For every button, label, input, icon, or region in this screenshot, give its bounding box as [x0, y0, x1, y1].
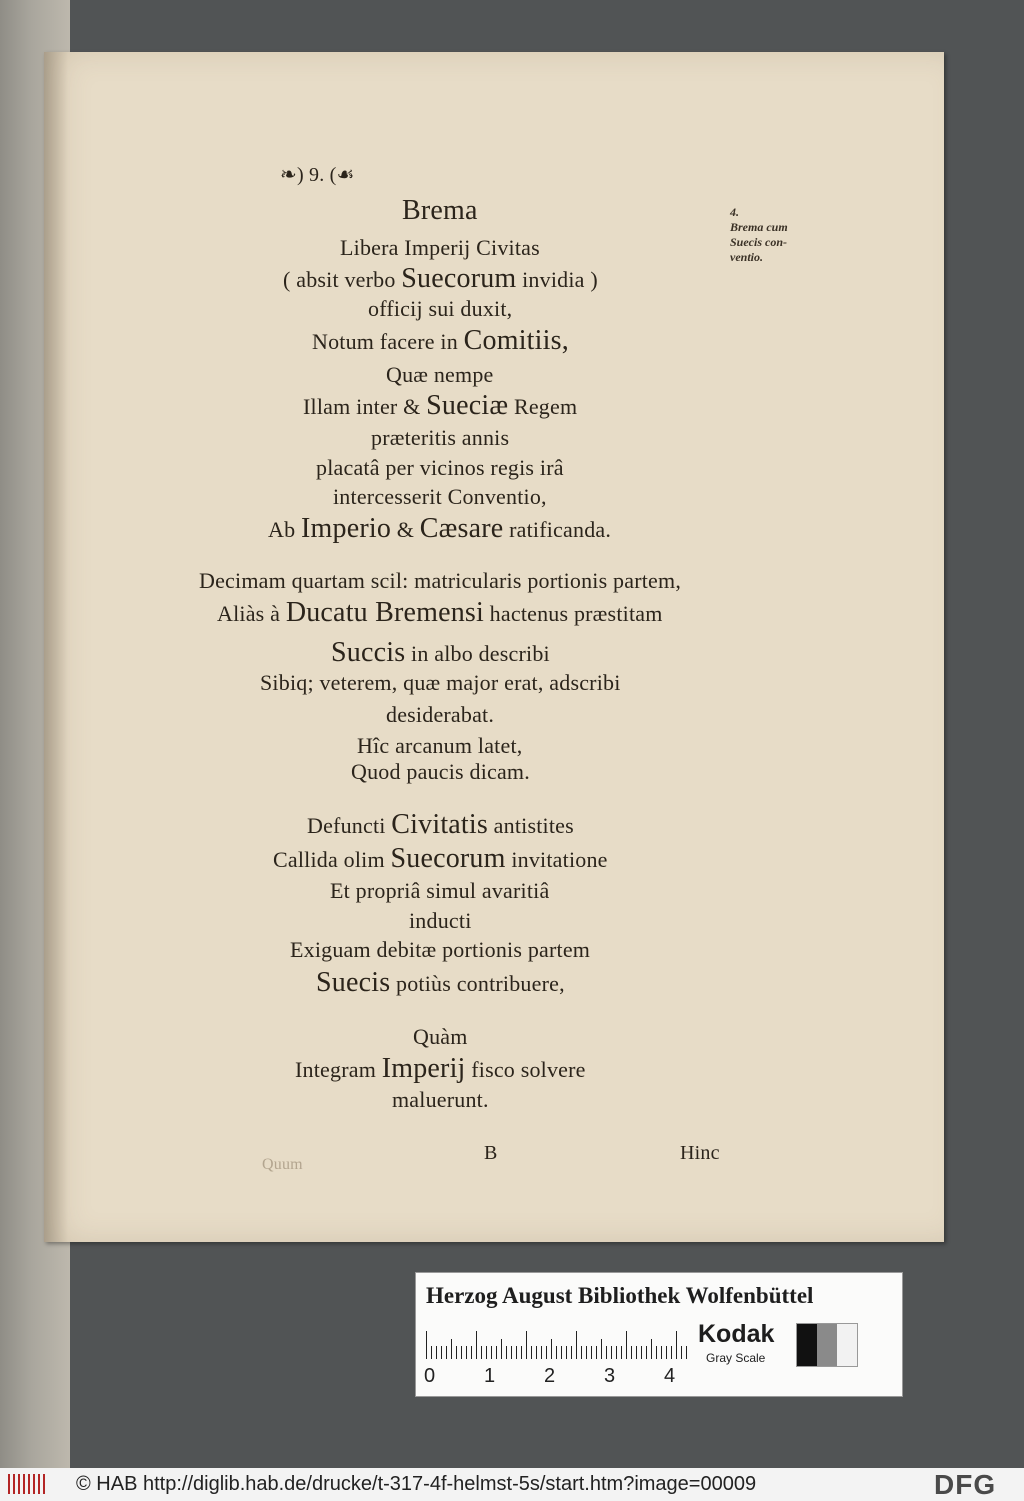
ruler-tick — [516, 1346, 517, 1359]
ruler-tick — [461, 1346, 462, 1359]
ruler-tick — [596, 1346, 597, 1359]
ruler-tick — [681, 1346, 682, 1359]
text-line — [199, 568, 681, 594]
emphasized-word: Sueciæ — [426, 390, 509, 421]
marginal-note — [730, 205, 840, 265]
text-segment: Quod paucis dicam. — [351, 759, 530, 784]
marginal-note-line: Brema cum — [730, 220, 788, 234]
ruler-tick — [686, 1346, 687, 1359]
text-line — [290, 937, 590, 963]
emphasized-word: Brema — [402, 195, 478, 226]
text-segment: Sibiq; veterem, quæ major erat, adscribi — [260, 670, 621, 695]
ruler-tick — [601, 1339, 602, 1359]
ruler-number: 3 — [604, 1365, 616, 1387]
text-line — [316, 455, 564, 481]
text-segment: Hîc arcanum latet, — [357, 733, 523, 758]
text-segment: Et propriâ simul avaritiâ — [330, 878, 550, 903]
text-segment: invidia ) — [516, 267, 598, 292]
text-segment: desiderabat. — [386, 702, 495, 727]
text-line — [316, 967, 565, 998]
text-segment: præteritis annis — [371, 425, 510, 450]
footer-bar — [0, 1468, 1024, 1501]
ruler-tick — [646, 1346, 647, 1359]
text-line — [303, 390, 578, 421]
gray-scale-swatches — [796, 1323, 858, 1367]
emphasized-word: Suecorum — [390, 843, 506, 874]
text-line — [413, 1024, 468, 1050]
text-segment: intercesserit Conventio, — [333, 484, 547, 509]
text-line — [333, 484, 547, 510]
text-segment: Regem — [508, 394, 578, 419]
text-line — [295, 1053, 586, 1084]
library-color-card — [415, 1272, 903, 1397]
text-segment: officij sui duxit, — [368, 296, 513, 321]
ruler-tick — [521, 1346, 522, 1359]
ruler-tick — [446, 1346, 447, 1359]
text-line — [307, 809, 574, 840]
marginal-note-line: 4. — [730, 205, 739, 219]
page-header: ❧) 9. (☙ — [280, 164, 355, 186]
text-segment: in albo describi — [405, 641, 550, 666]
text-segment: fisco solvere — [465, 1057, 586, 1082]
ruler-tick — [651, 1339, 652, 1359]
ruler-tick — [626, 1331, 627, 1359]
scale-ruler — [426, 1325, 686, 1359]
ruler-tick — [631, 1346, 632, 1359]
ruler-tick — [496, 1346, 497, 1359]
ruler-tick — [561, 1346, 562, 1359]
gray-swatch — [817, 1324, 837, 1366]
text-segment: antistites — [487, 813, 574, 838]
ruler-tick — [486, 1346, 487, 1359]
text-line — [386, 362, 494, 388]
emphasized-word: Comitiis, — [463, 325, 569, 356]
text-line — [268, 513, 612, 544]
ruler-tick — [531, 1346, 532, 1359]
text-line — [392, 1087, 489, 1113]
catchword: Hinc — [680, 1142, 720, 1164]
dfg-logo-text: DFG — [934, 1469, 997, 1500]
ruler-number: 2 — [544, 1365, 556, 1387]
signature-mark: B — [484, 1142, 498, 1164]
text-segment: Exiguam debitæ portionis partem — [290, 937, 591, 962]
ruler-tick — [656, 1346, 657, 1359]
ruler-number: 4 — [664, 1365, 676, 1387]
text-line — [330, 878, 549, 904]
ruler-tick — [641, 1346, 642, 1359]
ruler-tick — [611, 1346, 612, 1359]
text-segment: Callida olim — [273, 847, 391, 872]
ruler-tick — [571, 1346, 572, 1359]
ruler-tick — [476, 1331, 477, 1359]
ruler-tick — [581, 1346, 582, 1359]
ruler-tick — [566, 1346, 567, 1359]
ruler-numbers — [424, 1365, 694, 1389]
text-segment: Quàm — [413, 1024, 468, 1049]
ruler-tick — [606, 1346, 607, 1359]
ruler-tick — [666, 1346, 667, 1359]
text-line — [351, 759, 530, 785]
emphasized-word: Suecis — [316, 967, 391, 998]
ruler-number: 1 — [484, 1365, 496, 1387]
text-line — [409, 908, 472, 934]
source-url-text: © HAB http://diglib.hab.de/drucke/t-317-4f-helmst-5s/start.htm?image=00009 — [76, 1473, 757, 1495]
white-swatch — [837, 1324, 857, 1366]
text-line — [273, 843, 608, 874]
text-segment: inducti — [409, 908, 472, 933]
ruler-tick — [541, 1346, 542, 1359]
ruler-tick — [671, 1346, 672, 1359]
text-line — [386, 702, 494, 728]
text-segment: hactenus præstitam — [483, 601, 663, 626]
ruler-tick — [506, 1346, 507, 1359]
library-name: Herzog August Bibliothek Wolfenbüttel — [426, 1283, 814, 1308]
ruler-tick — [431, 1346, 432, 1359]
ruler-tick — [556, 1346, 557, 1359]
text-segment: Defuncti — [307, 813, 392, 838]
black-swatch — [797, 1324, 817, 1366]
ruler-tick — [676, 1331, 677, 1359]
text-segment: Notum facere in — [312, 329, 464, 354]
ruler-tick — [586, 1346, 587, 1359]
text-segment: potiùs contribuere, — [390, 971, 565, 996]
emphasized-word: Imperio — [301, 513, 392, 544]
ruler-tick — [481, 1346, 482, 1359]
ruler-tick — [441, 1346, 442, 1359]
ruler-tick — [661, 1346, 662, 1359]
text-line — [371, 425, 509, 451]
text-line — [331, 637, 550, 668]
ruler-tick — [636, 1346, 637, 1359]
text-line — [357, 733, 522, 759]
ruler-tick — [426, 1331, 427, 1359]
ruler-tick — [491, 1346, 492, 1359]
ruler-tick — [451, 1339, 452, 1359]
ruler-tick — [616, 1346, 617, 1359]
marginal-note-line: ventio. — [730, 250, 763, 264]
text-segment: Aliàs à — [217, 601, 286, 626]
text-line — [217, 597, 663, 628]
ruler-tick — [466, 1346, 467, 1359]
text-segment: placatâ per vicinos regis irâ — [316, 455, 564, 480]
text-segment: Libera Imperij Civitas — [340, 235, 540, 260]
emphasized-word: Cæsare — [419, 513, 504, 544]
emphasized-word: Ducatu Bremensi — [285, 597, 484, 628]
gutter-shadow — [44, 52, 68, 1242]
text-line — [260, 670, 621, 696]
text-line — [340, 235, 540, 261]
text-segment: Illam inter & — [303, 394, 427, 419]
emphasized-word: Suecorum — [401, 263, 517, 294]
ruler-tick — [551, 1339, 552, 1359]
bleed-through-text: Quum — [262, 1156, 303, 1173]
emphasized-word: Imperij — [381, 1053, 466, 1084]
ruler-number: 0 — [424, 1365, 436, 1387]
gray-scale-caption: Gray Scale — [706, 1351, 766, 1365]
text-segment: ( absit verbo — [283, 267, 402, 292]
text-segment: maluerunt. — [392, 1087, 489, 1112]
text-line — [283, 263, 598, 294]
text-segment: ratificanda. — [503, 517, 612, 542]
emphasized-word: Succis — [331, 637, 406, 668]
ruler-tick — [471, 1346, 472, 1359]
ruler-tick — [591, 1346, 592, 1359]
text-segment: Integram — [295, 1057, 382, 1082]
ruler-tick — [526, 1331, 527, 1359]
text-segment: invitatione — [505, 847, 608, 872]
text-segment: Decimam quartam scil: matricularis portionis partem, — [199, 568, 682, 593]
text-line — [368, 296, 512, 322]
marginal-note-line: Suecis con- — [730, 235, 787, 249]
text-segment: Quæ nempe — [386, 362, 494, 387]
ruler-tick — [621, 1346, 622, 1359]
text-line — [312, 325, 569, 356]
text-segment: & — [391, 517, 420, 542]
text-line — [402, 195, 478, 226]
ruler-tick — [536, 1346, 537, 1359]
ruler-tick — [436, 1346, 437, 1359]
emphasized-word: Civitatis — [391, 809, 488, 840]
barcode-logo-icon — [8, 1474, 46, 1494]
kodak-logo-text: Kodak — [698, 1320, 775, 1348]
ruler-tick — [501, 1339, 502, 1359]
ruler-tick — [576, 1331, 577, 1359]
ruler-tick — [546, 1346, 547, 1359]
ruler-tick — [456, 1346, 457, 1359]
ruler-tick — [511, 1346, 512, 1359]
text-segment: Ab — [268, 517, 301, 542]
